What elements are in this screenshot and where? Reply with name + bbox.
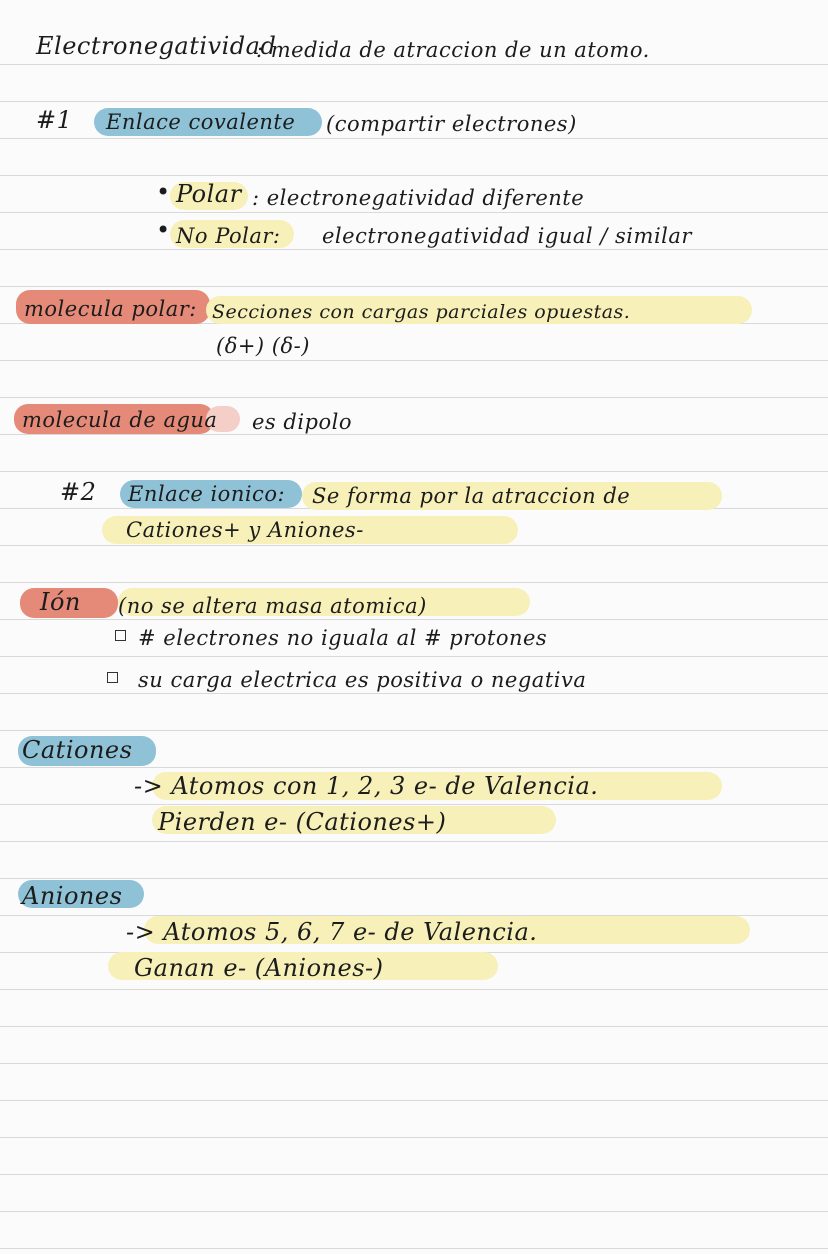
anions-line1: -> Atomos 5, 6, 7 e- de Valencia. [126,918,538,946]
polar-molecule-label: molecula polar: [24,297,197,321]
cations-label: Cationes [22,736,133,764]
ion-label: Ión [40,588,81,616]
water-label: molecula de agua [22,408,218,432]
anions-line2: Ganan e- (Aniones-) [134,954,384,982]
cations-line1: -> Atomos con 1, 2, 3 e- de Valencia. [134,772,599,800]
water-text: es dipolo [252,410,352,434]
ionic-line2: Cationes+ y Aniones- [126,518,364,542]
ionic-label: Enlace ionico: [128,482,286,506]
nonpolar-label: No Polar: [176,224,281,248]
polar-molecule-text: Secciones con cargas parciales opuestas. [212,301,631,323]
nonpolar-text: electronegatividad igual / similar [322,224,692,248]
checkbox-icon [107,672,118,683]
ionic-text: Se forma por la atraccion de [312,484,631,508]
section-number-2: #2 [60,478,97,506]
title-definition: : medida de atraccion de un atomo. [256,38,650,62]
anions-label: Aniones [22,882,123,910]
bullet-dot: • [156,178,171,206]
polar-label: Polar [176,180,242,208]
covalent-note: (compartir electrones) [326,112,577,136]
polar-text: : electronegatividad diferente [252,186,585,210]
bullet-dot: • [156,216,171,244]
checkbox-icon [115,630,126,641]
section-number-1: #1 [36,106,73,134]
ion-item-1: # electrones no iguala al # protones [138,626,548,650]
cations-line2: Pierden e- (Cationes+) [158,808,447,836]
covalent-label: Enlace covalente [106,110,296,134]
title-term: Electronegatividad [36,32,277,60]
ion-note: (no se altera masa atomica) [118,594,427,618]
ion-item-2: su carga electrica es positiva o negativa [138,668,587,692]
partial-charges: (δ+) (δ-) [216,334,310,358]
